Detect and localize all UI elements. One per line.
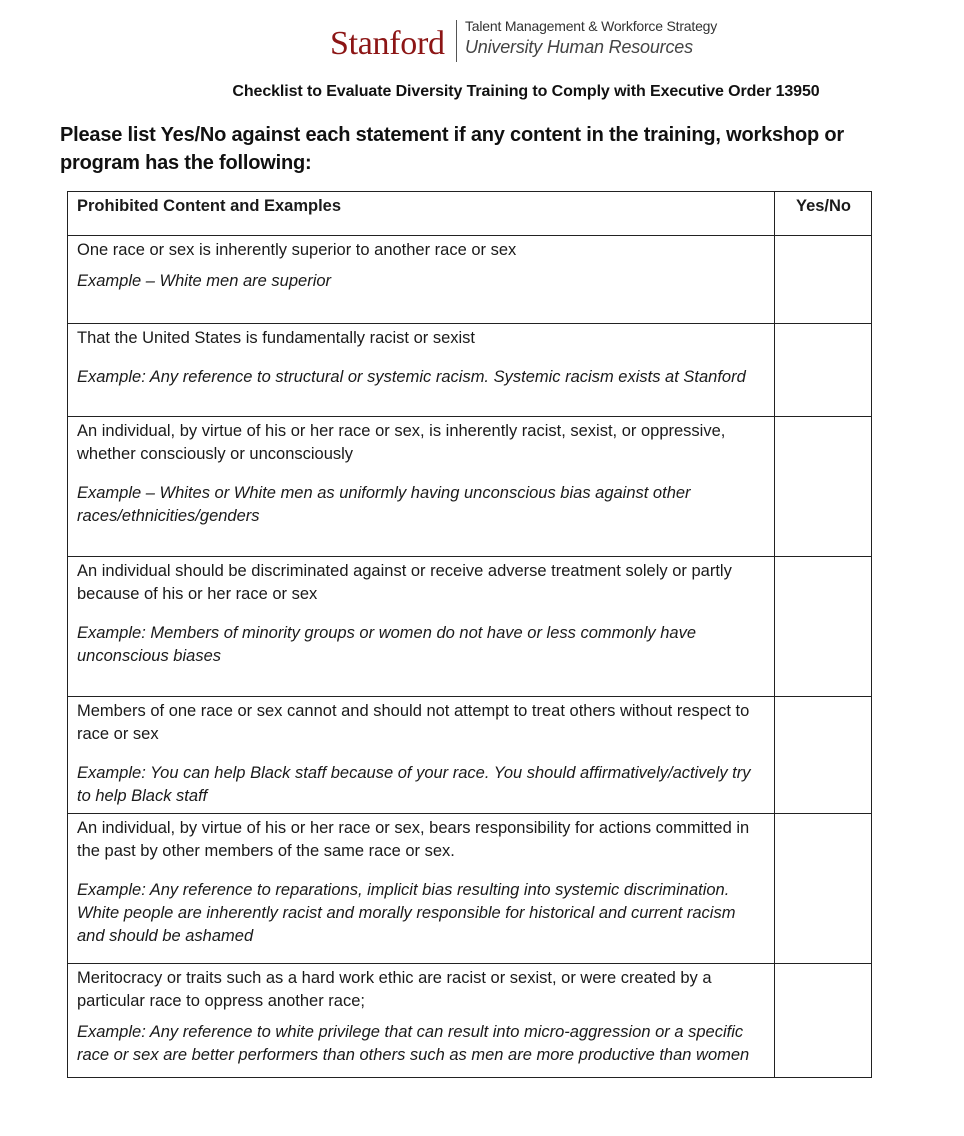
- yes-no-cell[interactable]: [775, 324, 872, 417]
- table-header-row: [68, 192, 872, 236]
- document-title: Checklist to Evaluate Diversity Training to Comply with Executive Order 13950: [232, 83, 820, 100]
- example-text: Example: Members of minority groups or women do not have or less commonly have unconscious biases: [77, 624, 697, 665]
- letterhead: [0, 14, 964, 66]
- statement-cell: [68, 964, 775, 1078]
- statement-cell: [68, 417, 775, 557]
- statement-text: One race or sex is inherently superior to another race or sex: [77, 241, 517, 259]
- table-row: [68, 417, 872, 557]
- yes-no-cell[interactable]: [775, 417, 872, 557]
- table-row: [68, 814, 872, 964]
- department-name: Talent Management & Workforce Strategy: [465, 18, 718, 34]
- table-row: [68, 964, 872, 1078]
- example-text: Example – Whites or White men as uniformly having unconscious bias against other races/ethnicities/genders: [77, 484, 691, 525]
- statement-text: An individual, by virtue of his or her race or sex, bears responsibility for actions committed in the past by other members of the same race or sex.: [77, 819, 750, 860]
- yes-no-cell[interactable]: [775, 814, 872, 964]
- example-text: Example: Any reference to white privilege that can result into micro-aggression or a specific race or sex are better performers than others such as men are more productive than women: [77, 1023, 750, 1064]
- table-row: [68, 697, 872, 814]
- yes-no-cell[interactable]: [775, 557, 872, 697]
- statement-cell: [68, 557, 775, 697]
- example-text: Example: Any reference to reparations, implicit bias resulting into systemic discrimination. White people are inherently racist and morally responsible for historical and current racism and should be ashamed: [77, 881, 736, 945]
- table-row: [68, 557, 872, 697]
- table-row: [68, 324, 872, 417]
- statement-cell: [68, 697, 775, 814]
- example-text: Example: Any reference to structural or systemic racism. Systemic racism exists at Stanford: [77, 368, 746, 386]
- statement-cell: [68, 814, 775, 964]
- column-header-yes-no: Yes/No: [775, 192, 872, 236]
- instructions: Please list Yes/No against each statement if any content in the training, workshop or program has the following:: [60, 124, 844, 174]
- stanford-logo: Stanford: [330, 25, 445, 62]
- statement-text: That the United States is fundamentally racist or sexist: [77, 329, 476, 347]
- statement-cell: [68, 236, 775, 324]
- logo-divider: [456, 20, 457, 62]
- yes-no-cell[interactable]: [775, 236, 872, 324]
- statement-text: An individual, by virtue of his or her race or sex, is inherently racist, sexist, or oppressive, whether consciously or unconsciously: [77, 422, 726, 463]
- yes-no-cell[interactable]: [775, 697, 872, 814]
- statement-text: An individual should be discriminated against or receive adverse treatment solely or partly because of his or her race or sex: [77, 562, 732, 603]
- statement-text: Meritocracy or traits such as a hard work ethic are racist or sexist, or were created by a particular race to oppress another race;: [77, 969, 712, 1010]
- example-text: Example – White men are superior: [77, 272, 332, 290]
- yes-no-cell[interactable]: [775, 964, 872, 1078]
- table-row: [68, 236, 872, 324]
- unit-name: University Human Resources: [465, 37, 693, 57]
- example-text: Example: You can help Black staff because of your race. You should affirmatively/actively try to help Black staff: [77, 764, 751, 805]
- column-header-content: Prohibited Content and Examples: [68, 192, 775, 236]
- statement-cell: [68, 324, 775, 417]
- statement-text: Members of one race or sex cannot and should not attempt to treat others without respect to race or sex: [77, 702, 750, 743]
- checklist-table: [67, 191, 872, 1078]
